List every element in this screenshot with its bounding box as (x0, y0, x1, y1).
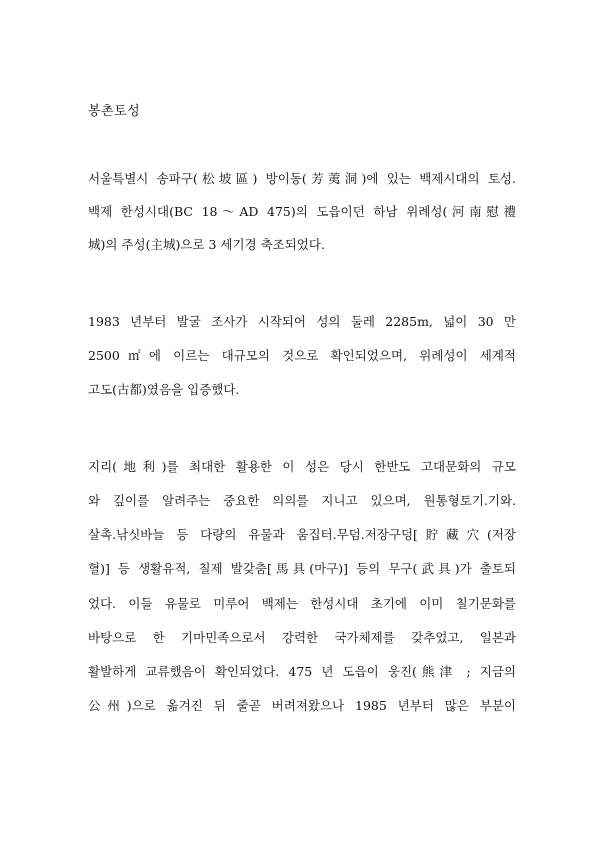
paragraph-3-line-5: 었다. 이들 유물로 미루어 백제는 한성시대 초기에 이미 칠기문화를 (88, 596, 516, 611)
paragraph-1-line-1: 서울특별시 송파구(松坡區) 방이동(芳荑洞)에 있는 백제시대의 토성. (88, 171, 516, 186)
paragraph-3-line-7: 활발하게 교류했음이 확인되었다. 475 년 도읍이 웅진(熊津 ; 지금의 (88, 664, 516, 679)
paragraph-2-line-3: 고도(古都)였음을 입증했다. (88, 382, 240, 397)
paragraph-3-line-2: 와 깊이를 알려주는 중요한 의의를 지니고 있으며, 원통형토기.기와. (88, 493, 516, 508)
paragraph-3-line-1: 지리(地利)를 최대한 활용한 이 성은 당시 한반도 고대문화의 규모 (88, 459, 516, 474)
paragraph-2-line-1: 1983 년부터 발굴 조사가 시작되어 성의 둘레 2285m, 넓이 30 만 (88, 314, 516, 329)
paragraph-3-line-8: 公州)으로 옮겨진 뒤 줄곧 버려져왔으나 1985 년부터 많은 부분이 (88, 698, 516, 713)
paragraph-1-line-3: 城)의 주성(主城)으로 3 세기경 축조되었다. (88, 237, 325, 252)
paragraph-3-line-6: 바탕으로 한 기마민족으로서 강력한 국가체제를 갖추었고, 일본과 (88, 630, 516, 645)
paragraph-1-line-2: 백제 한성시대(BC 18～AD 475)의 도읍이던 하남 위례성(河南慰禮 (88, 204, 516, 219)
document-title: 봉촌토성 (88, 104, 141, 119)
paragraph-3-line-4: 혈)] 등 생활유적, 칠제 발갖춤[馬具(마구)] 등의 무구(武具)가 출토되 (88, 561, 516, 576)
paragraph-3-line-3: 살촉.낚싯바늘 등 다량의 유물과 움집터.무덤.저장구덩[貯藏穴(저장 (88, 527, 516, 542)
paragraph-2-line-2: 2500㎡에 이르는 대규모의 것으로 확인되었으며, 위례성이 세계적 (88, 348, 516, 363)
